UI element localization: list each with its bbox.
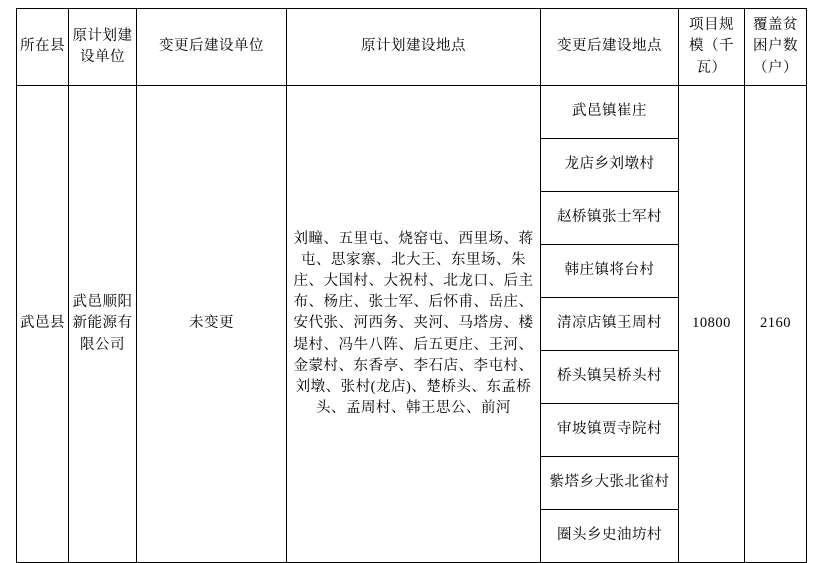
table-body: [17, 86, 807, 563]
header-county: 所在县: [17, 9, 69, 86]
header-project-scale: 项目规模（千瓦）: [679, 9, 745, 86]
header-row: [17, 9, 807, 86]
header-changed-unit: 变更后建设单位: [137, 9, 287, 86]
cell-county: 武邑县: [17, 86, 69, 563]
project-change-table: [16, 8, 807, 563]
header-original-unit: 原计划建设单位: [69, 9, 137, 86]
cell-changed-site: 韩庄镇将台村: [541, 245, 679, 298]
cell-changed-site: 圈头乡史油坊村: [541, 510, 679, 563]
cell-original-sites: 刘疃、五里屯、烧窑屯、西里场、蒋屯、思家寨、北大王、东里场、朱庄、大国村、大祝村、北龙口、后主布、杨庄、张士军、后怀甫、岳庄、安代张、河西务、夹河、马塔房、楼堤村、冯牛八阵、后五更庄、王河、金蒙村、东香亭、李石店、李屯村、刘墩、张村(龙店)、楚桥头、东孟桥头、孟周村、韩王思公、前河: [287, 86, 541, 563]
header-poor-households: 覆盖贫困户数（户）: [745, 9, 807, 86]
header-changed-site: 变更后建设地点: [541, 9, 679, 86]
table-header: [17, 9, 807, 86]
cell-changed-site: 赵桥镇张士军村: [541, 192, 679, 245]
cell-poor-households: 2160: [745, 86, 807, 563]
cell-project-scale: 10800: [679, 86, 745, 563]
cell-original-unit: 武邑顺阳新能源有限公司: [69, 86, 137, 563]
cell-changed-site: 紫塔乡大张北雀村: [541, 457, 679, 510]
cell-changed-site: 审坡镇贾寺院村: [541, 404, 679, 457]
cell-changed-unit: 未变更: [137, 86, 287, 563]
cell-changed-site: 武邑镇崔庄: [541, 86, 679, 139]
header-original-site: 原计划建设地点: [287, 9, 541, 86]
table-row: [17, 86, 807, 139]
cell-changed-site: 清凉店镇王周村: [541, 298, 679, 351]
cell-changed-site: 桥头镇吴桥头村: [541, 351, 679, 404]
cell-changed-site: 龙店乡刘墩村: [541, 139, 679, 192]
